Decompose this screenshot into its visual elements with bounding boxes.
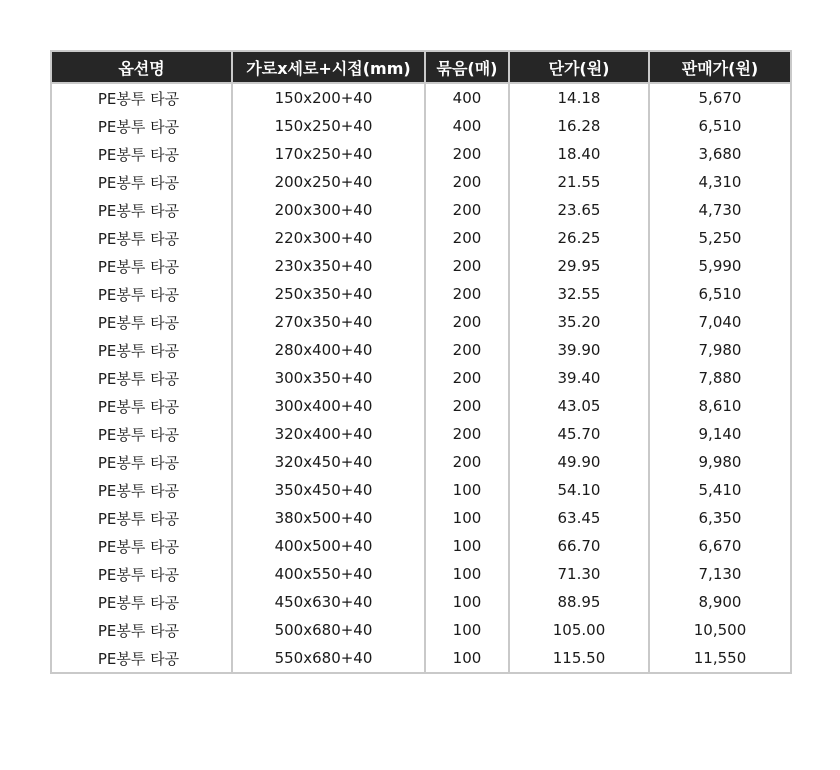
price-table-container	[50, 50, 790, 674]
cell-sale-price: 3,680	[649, 140, 791, 168]
cell-size: 400x500+40	[232, 532, 425, 560]
cell-sale-price: 4,730	[649, 196, 791, 224]
table-row	[51, 280, 791, 308]
cell-sale-price: 7,130	[649, 560, 791, 588]
cell-size: 380x500+40	[232, 504, 425, 532]
cell-size: 280x400+40	[232, 336, 425, 364]
cell-size: 250x350+40	[232, 280, 425, 308]
cell-option-name: PE봉투 타공	[51, 83, 232, 112]
cell-option-name: PE봉투 타공	[51, 364, 232, 392]
table-row	[51, 364, 791, 392]
cell-sale-price: 7,880	[649, 364, 791, 392]
cell-unit-price: 63.45	[509, 504, 649, 532]
cell-sale-price: 4,310	[649, 168, 791, 196]
cell-sale-price: 7,040	[649, 308, 791, 336]
cell-option-name: PE봉투 타공	[51, 532, 232, 560]
cell-bundle: 100	[425, 532, 509, 560]
cell-option-name: PE봉투 타공	[51, 448, 232, 476]
cell-bundle: 100	[425, 560, 509, 588]
cell-unit-price: 14.18	[509, 83, 649, 112]
cell-bundle: 100	[425, 504, 509, 532]
table-row	[51, 476, 791, 504]
cell-unit-price: 43.05	[509, 392, 649, 420]
cell-option-name: PE봉투 타공	[51, 140, 232, 168]
table-row	[51, 196, 791, 224]
cell-sale-price: 9,140	[649, 420, 791, 448]
cell-unit-price: 29.95	[509, 252, 649, 280]
header-bundle: 묶음(매)	[425, 51, 509, 83]
cell-sale-price: 6,510	[649, 280, 791, 308]
cell-size: 300x400+40	[232, 392, 425, 420]
cell-option-name: PE봉투 타공	[51, 224, 232, 252]
cell-bundle: 200	[425, 224, 509, 252]
cell-bundle: 200	[425, 168, 509, 196]
cell-option-name: PE봉투 타공	[51, 560, 232, 588]
table-row	[51, 392, 791, 420]
cell-size: 230x350+40	[232, 252, 425, 280]
header-unit-price: 단가(원)	[509, 51, 649, 83]
cell-unit-price: 105.00	[509, 616, 649, 644]
cell-unit-price: 66.70	[509, 532, 649, 560]
cell-option-name: PE봉투 타공	[51, 476, 232, 504]
cell-bundle: 100	[425, 476, 509, 504]
cell-sale-price: 5,990	[649, 252, 791, 280]
cell-bundle: 100	[425, 588, 509, 616]
cell-option-name: PE봉투 타공	[51, 280, 232, 308]
table-row	[51, 112, 791, 140]
cell-size: 320x400+40	[232, 420, 425, 448]
cell-bundle: 400	[425, 112, 509, 140]
cell-sale-price: 9,980	[649, 448, 791, 476]
cell-bundle: 200	[425, 364, 509, 392]
cell-bundle: 200	[425, 392, 509, 420]
table-row	[51, 336, 791, 364]
cell-size: 400x550+40	[232, 560, 425, 588]
table-row	[51, 252, 791, 280]
cell-option-name: PE봉투 타공	[51, 644, 232, 673]
cell-unit-price: 26.25	[509, 224, 649, 252]
price-table	[50, 50, 792, 674]
cell-bundle: 200	[425, 336, 509, 364]
cell-size: 200x300+40	[232, 196, 425, 224]
cell-sale-price: 8,610	[649, 392, 791, 420]
header-option-name: 옵션명	[51, 51, 232, 83]
table-body	[51, 83, 791, 673]
cell-sale-price: 5,410	[649, 476, 791, 504]
cell-option-name: PE봉투 타공	[51, 616, 232, 644]
cell-sale-price: 6,350	[649, 504, 791, 532]
cell-option-name: PE봉투 타공	[51, 308, 232, 336]
table-row	[51, 616, 791, 644]
table-row	[51, 644, 791, 673]
cell-option-name: PE봉투 타공	[51, 196, 232, 224]
cell-option-name: PE봉투 타공	[51, 336, 232, 364]
table-row	[51, 168, 791, 196]
cell-option-name: PE봉투 타공	[51, 112, 232, 140]
table-row	[51, 588, 791, 616]
cell-sale-price: 10,500	[649, 616, 791, 644]
cell-unit-price: 35.20	[509, 308, 649, 336]
cell-unit-price: 115.50	[509, 644, 649, 673]
cell-unit-price: 32.55	[509, 280, 649, 308]
cell-sale-price: 11,550	[649, 644, 791, 673]
cell-unit-price: 49.90	[509, 448, 649, 476]
cell-option-name: PE봉투 타공	[51, 168, 232, 196]
table-row	[51, 308, 791, 336]
cell-unit-price: 88.95	[509, 588, 649, 616]
cell-size: 150x250+40	[232, 112, 425, 140]
cell-sale-price: 5,250	[649, 224, 791, 252]
cell-option-name: PE봉투 타공	[51, 504, 232, 532]
cell-size: 500x680+40	[232, 616, 425, 644]
cell-bundle: 200	[425, 252, 509, 280]
cell-unit-price: 54.10	[509, 476, 649, 504]
cell-option-name: PE봉투 타공	[51, 392, 232, 420]
cell-size: 320x450+40	[232, 448, 425, 476]
cell-unit-price: 21.55	[509, 168, 649, 196]
cell-bundle: 100	[425, 644, 509, 673]
table-header-row	[51, 51, 791, 83]
cell-size: 300x350+40	[232, 364, 425, 392]
cell-option-name: PE봉투 타공	[51, 252, 232, 280]
cell-size: 450x630+40	[232, 588, 425, 616]
table-row	[51, 420, 791, 448]
cell-size: 150x200+40	[232, 83, 425, 112]
cell-size: 170x250+40	[232, 140, 425, 168]
cell-size: 350x450+40	[232, 476, 425, 504]
cell-option-name: PE봉투 타공	[51, 420, 232, 448]
cell-bundle: 200	[425, 140, 509, 168]
cell-sale-price: 7,980	[649, 336, 791, 364]
cell-sale-price: 5,670	[649, 83, 791, 112]
cell-unit-price: 39.40	[509, 364, 649, 392]
cell-bundle: 200	[425, 448, 509, 476]
cell-unit-price: 18.40	[509, 140, 649, 168]
table-row	[51, 532, 791, 560]
cell-unit-price: 45.70	[509, 420, 649, 448]
cell-bundle: 100	[425, 616, 509, 644]
table-row	[51, 83, 791, 112]
cell-unit-price: 71.30	[509, 560, 649, 588]
cell-sale-price: 8,900	[649, 588, 791, 616]
cell-size: 550x680+40	[232, 644, 425, 673]
cell-unit-price: 16.28	[509, 112, 649, 140]
cell-size: 200x250+40	[232, 168, 425, 196]
table-row	[51, 448, 791, 476]
cell-bundle: 200	[425, 308, 509, 336]
cell-size: 220x300+40	[232, 224, 425, 252]
cell-bundle: 200	[425, 280, 509, 308]
header-sale-price: 판매가(원)	[649, 51, 791, 83]
table-row	[51, 224, 791, 252]
cell-sale-price: 6,670	[649, 532, 791, 560]
cell-unit-price: 39.90	[509, 336, 649, 364]
cell-bundle: 400	[425, 83, 509, 112]
table-row	[51, 560, 791, 588]
cell-unit-price: 23.65	[509, 196, 649, 224]
table-row	[51, 140, 791, 168]
cell-option-name: PE봉투 타공	[51, 588, 232, 616]
cell-size: 270x350+40	[232, 308, 425, 336]
header-size: 가로x세로+시접(mm)	[232, 51, 425, 83]
table-row	[51, 504, 791, 532]
cell-bundle: 200	[425, 420, 509, 448]
cell-bundle: 200	[425, 196, 509, 224]
cell-sale-price: 6,510	[649, 112, 791, 140]
